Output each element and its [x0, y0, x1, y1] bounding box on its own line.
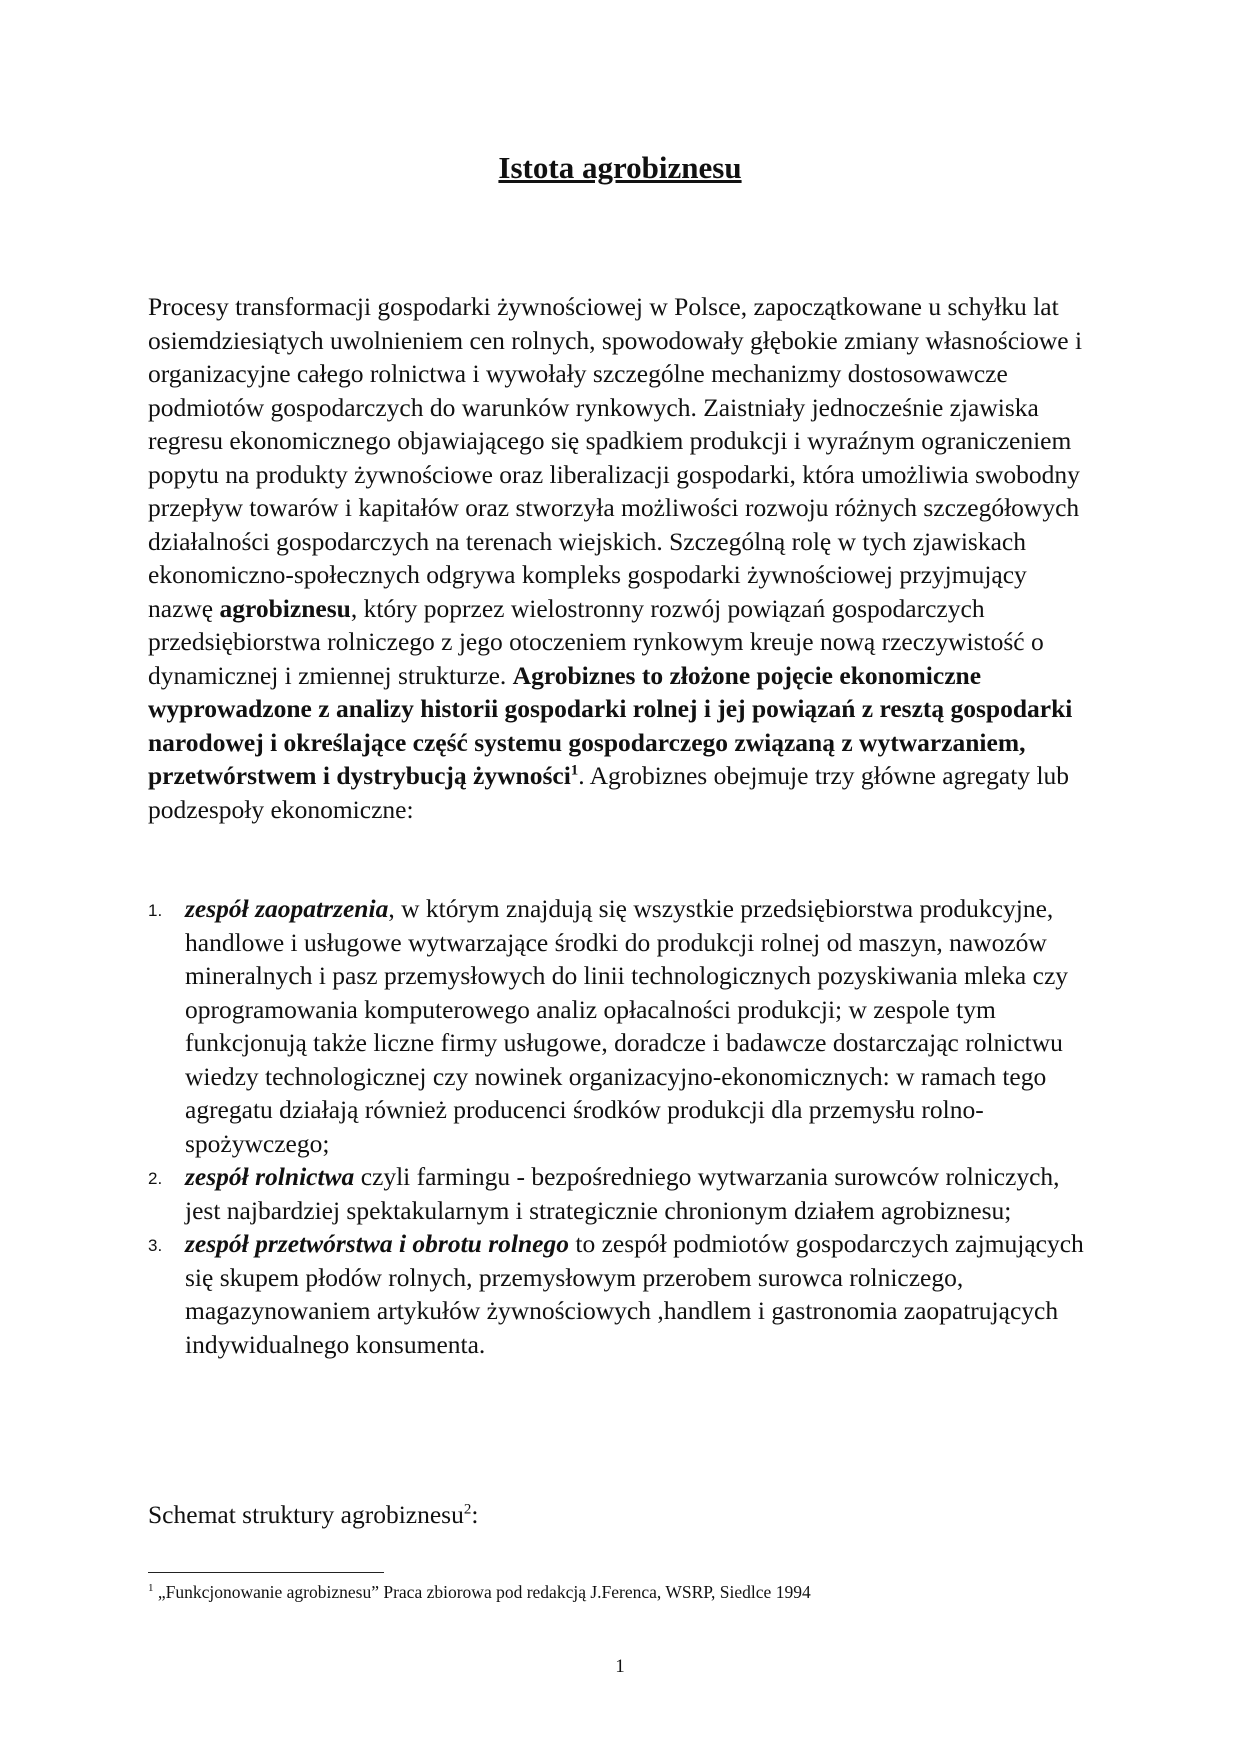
footnote-separator: [148, 1572, 384, 1573]
footnote-text: „Funkcjonowanie agrobiznesu” Praca zbiorowa pod redakcją J.Ferenca, WSRP, Siedlce 1994: [153, 1582, 811, 1602]
list-number: 1.: [148, 901, 163, 920]
list-number: 3.: [148, 1236, 163, 1255]
schemat-colon: :: [471, 1500, 479, 1529]
footnote: [148, 1582, 811, 1603]
paragraph-text-3: . Agrobiznes obejmuje trzy główne agregaty lub podzespoły ekonomiczne:: [148, 761, 1070, 824]
paragraph-text-2: , który poprzez wielostronny rozwój powiązań gospodarczych przedsiębiorstwa rolniczego z jego otoczeniem rynkowym kreuje nową rzeczywistość o dynamicznej i zmiennej strukturze.: [148, 593, 1044, 690]
intro-paragraph: [148, 290, 1093, 826]
list-item: [148, 1227, 1093, 1361]
list-text: to zespół podmiotów gospodarczych zajmujących się skupem płodów rolnych, przemysłowym przerobem surowca rolniczego, magazynowaniem artykułów żywnościowych ,handlem i gastronomia zaopatrujących indywidualnego konsumenta.: [185, 1229, 1084, 1359]
list-text: czyli farmingu - bezpośredniego wytwarzania surowców rolniczych, jest najbardziej spektakularnym i strategicznie chronionym działem agrobiznesu;: [185, 1162, 1060, 1225]
list-term: zespół rolnictwa: [185, 1162, 355, 1191]
footnote-number: 1: [148, 1582, 154, 1595]
page-number: 1: [615, 1656, 625, 1677]
list-item: [148, 892, 1093, 1160]
list-number: 2.: [148, 1169, 163, 1188]
list-term: zespół zaopatrzenia: [185, 894, 389, 923]
paragraph-text-1: Procesy transformacji gospodarki żywnościowej w Polsce, zapoczątkowane u schyłku lat osiemdziesiątych uwolnieniem cen rolnych, spowodowały głębokie zmiany własnościowe i organizacyjne całego rolnictwa i wywołały szczególne mechanizmy dostosowawcze podmiotów gospodarczych do warunków rynkowych. Zaistniały jednocześnie zjawiska regresu ekonomicznego objawiającego się spadkiem produkcji i wyraźnym ograniczeniem popytu na produkty żywnościowe oraz liberalizacji gospodarki, która umożliwia swobodny przepływ towarów i kapitałów oraz stworzyła możliwości rozwoju różnych szczegółowych działalności gospodarczych na terenach wiejskich. Szczególną rolę w tych zjawiskach ekonomiczno-społecznych odgrywa kompleks gospodarki żywnościowej przyjmujący nazwę: [148, 292, 1083, 623]
aggregates-list: [148, 892, 1093, 1361]
bold-term-agrobiznes: agrobiznesu: [219, 593, 351, 623]
list-item: [148, 1160, 1093, 1227]
footnote-ref-2[interactable]: 2: [463, 1501, 472, 1518]
document-title: Istota agrobiznesu: [498, 150, 742, 185]
list-term: zespół przetwórstwa i obrotu rolnego: [185, 1229, 569, 1258]
footnote-ref-1[interactable]: 1: [570, 762, 579, 779]
schemat-label: Schemat struktury agrobiznesu: [148, 1500, 464, 1529]
schemat-heading: [148, 1500, 478, 1530]
definition-text: Agrobiznes to złożone pojęcie ekonomiczne wyprowadzone z analizy historii gospodarki rolnej i jej powiązań z resztą gospodarki narodowej i określające część systemu gospodarczego związaną z wytwarzaniem, przetwórstwem i dystrybucją żywności: [148, 660, 1073, 790]
list-text: , w którym znajdują się wszystkie przedsiębiorstwa produkcyjne, handlowe i usługowe wytwarzające środki do produkcji rolnej od maszyn, nawozów mineralnych i pasz przemysłowych do linii technologicznych pozyskiwania mleka czy oprogramowania komputerowego analiz opłacalności produkcji; w zespole tym funkcjonują także liczne firmy usługowe, doradcze i badawcze dostarczając rolnictwu wiedzy technologicznej czy nowinek organizacyjno-ekonomicznych: w ramach tego agregatu działają również producenci środków produkcji dla przemysłu rolno-spożywczego;: [185, 894, 1069, 1158]
